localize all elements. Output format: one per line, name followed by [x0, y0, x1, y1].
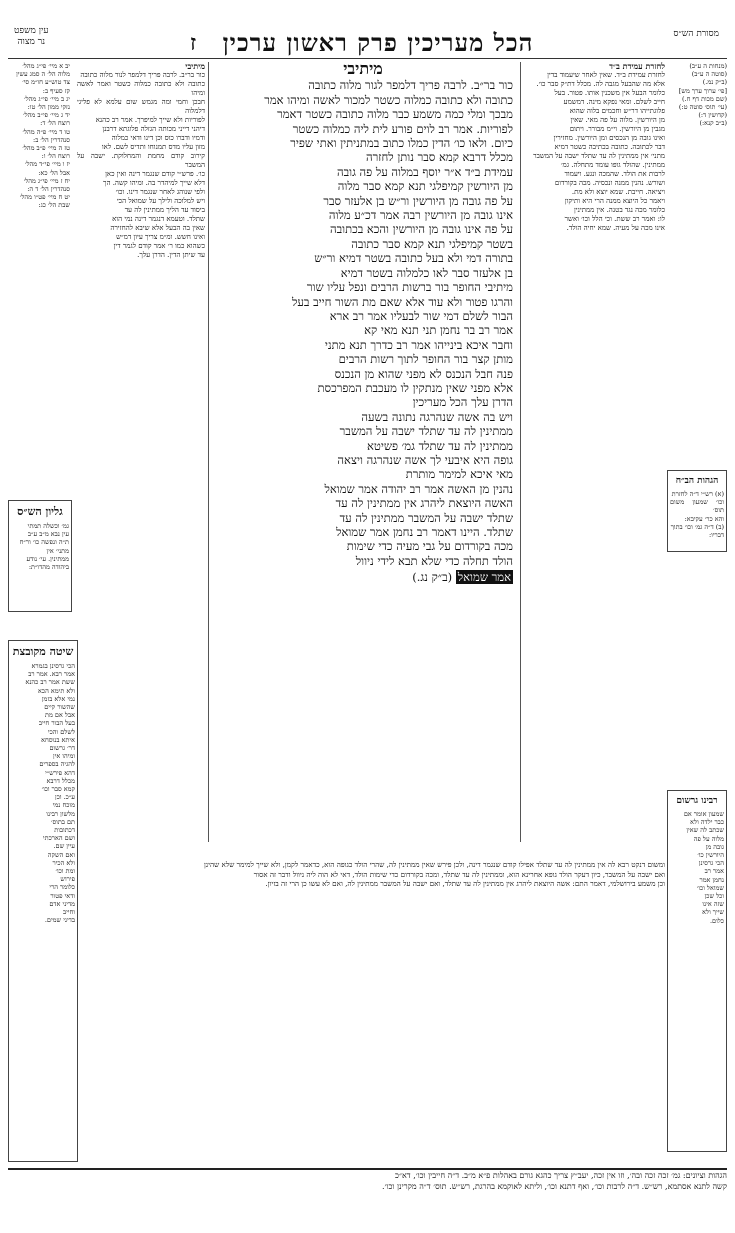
rabbenu-gershom-line: שזה אינו [702, 900, 724, 909]
gemara-line: מבכך ומלי כמה משמע כבר מלוה כתובה כשטר דאמר [277, 107, 513, 122]
gemara-line: בתורה דמי ולא בעל כתובה בשטר דמיא ור״ש [314, 251, 513, 266]
rabbenu-gershom-line: אמר רב [704, 867, 724, 876]
footnotes-text [8, 1170, 727, 1192]
shitah-line: פירוש [60, 875, 75, 884]
ein-mishpat-line: יב א מיי׳ פי״ג מהל׳ [22, 62, 70, 70]
haggahot-line: והא כר׳ עקיבא: [684, 514, 724, 523]
masoret-line: (קדושין ד:) [698, 111, 727, 120]
shitah-line: אמר רבא. אמר רב [28, 670, 75, 679]
gemara-line: ממתינין לה עד שתלד ישבה על המשבר [339, 424, 513, 439]
ein-mishpat-line: יג ב מיי׳ פי״ג מהל׳ [24, 94, 70, 103]
rashi-line: אינו מכה על מעיה. שמא יחיה הולד. [566, 224, 665, 232]
tosafot-line: חבכן וחמי ומה מגמש שום עלמא לא פליגי דלמלוה [77, 98, 205, 115]
ein-mishpat-line: אבל הל׳ כא: [38, 168, 70, 177]
shitah-line: הכי גרסינן בגמרא [31, 662, 75, 670]
gemara-line: הולד תחלה כדי שלא תבא לידי ניוול [355, 553, 513, 568]
rashi-line: ואינו גובה מן הנכסים ומן היורשין. מחזירין [553, 134, 665, 142]
masoret-line: [פי׳ ערוך ערך מש] [678, 86, 727, 95]
page-title: הכל מעריכין פרק ראשון ערכין [222, 28, 534, 57]
rashi-divider [520, 62, 521, 842]
shitah-line: ומת וכו׳ [55, 867, 75, 876]
rashi-line: מן היורשין. מלוה על פה מאי. שאין [570, 116, 665, 124]
masoret-line: (ב״ב קנא:) [699, 119, 727, 128]
tosafot-line: מזון עליו מדס תמנוחו ותדיס לשם. לאו [101, 143, 205, 151]
tosafot-line: כשהוא כמו ר׳ אמר קודם לגמר דין [113, 242, 205, 250]
gemara-line: גופה היא איבעי לך אשה שנהרגה ויצאה [337, 452, 513, 467]
rabbenu-gershom-line: כלום. [709, 916, 724, 925]
gemara-line: ממתינין לה עד שתלד גמ׳ פשיטא [366, 438, 513, 453]
ein-mishpat-line: יט ח מיי׳ פט״ו מהל׳ [19, 193, 70, 202]
rashi-column [525, 62, 665, 842]
haggahot-title: הגהות הב״ח [675, 476, 719, 486]
shitah-line: מכלל דרבא [46, 776, 75, 785]
rashi-line: לו: ואמר רב ששת. וכי הלל וכו׳ ואשר [564, 215, 665, 223]
footnote-line: קשה לתנא אסתמא, רש״ש. ד״ה לרבות וכו׳, ואף דתנא וכו׳, וליתא לאוקמא בהרגת, רש״ש. תוס׳ ד״ה מקרינן וכו׳. [382, 1182, 727, 1191]
haggahot-text [670, 490, 724, 539]
gemara-line: שתלד. היינו דאמר רב נחמן אמר שמואל [336, 525, 513, 539]
rabbenu-gershom-title: רבינו גרשום [676, 796, 718, 806]
gilyon-line: ביהודה מהדו״ת: [28, 563, 69, 572]
footnote-line: הגהות וציונים: גמ׳ זכה זכה ובה׳, וזו אין זכה, יעב״ץ צריך כהגא גורם באהלות פ״א מ״ב. ד״ה חייבין וכו׳, דא״כ [395, 1171, 727, 1180]
shitah-line: ששת אמר רב כהנא [25, 678, 75, 687]
shitah-line: ומיהו אין [53, 752, 75, 761]
gemara-ref: (ב״ק נג.) [412, 570, 453, 585]
rabbenu-gershom-line: שייך ולא [702, 908, 724, 917]
gilyon-line: גמ׳ וכשלה תמתי [27, 522, 69, 530]
tosafot-line: שאין בה הבעל אלא שיבא להחזירה [110, 224, 205, 232]
shitah-line: אבל אם מת [45, 711, 75, 720]
rabbenu-gershom-line: הכי גרסינן [698, 859, 724, 868]
shitah-line: וחייב [62, 908, 75, 917]
shitah-title: שיטה מקובצת [12, 645, 74, 658]
shitah-line: ולא הכיר [52, 858, 75, 867]
folio-number: ז [190, 30, 197, 56]
masoret-line: (מנחות ה ע״ב) [689, 62, 727, 70]
footnotes-box [8, 1168, 727, 1222]
rabbenu-gershom-line: שמעון אומר אם [683, 810, 724, 818]
rabbenu-gershom-text [670, 810, 724, 925]
gemara-line: שתלד ישבה על המשבר ממתינין לה עד [339, 510, 513, 525]
gemara-line: לפוריות. אמר רב לוים פורע לית ליה כמלוה כשטר [292, 121, 513, 136]
ein-mishpat-line: קז סעיף ב: [42, 86, 70, 95]
lower-commentary-line: ואם ישבה על המשבר, כיון דעקר הולד גופא אחרינא הוא, וממתינין לה עד שתלד, ומכה בקורדום כדי שימות הולד, דאי לא הוה ליה ניוול ודבר זה אסור [253, 869, 665, 879]
ein-mishpat-line: רוצח הל׳ ד: [40, 119, 70, 128]
gilyon-line: עין נבא מ״ב ע״ב [27, 530, 69, 539]
ein-mishpat-line: יח ז מיי׳ פי״ג מהל׳ [23, 176, 70, 185]
lower-commentary-line: ומשום דנקט רבא לה אין ממתינין לה עד שתלד אפילו קודם שנגמר דינה, ולכן פירש שאין ממתינין לה, שהרי הולד כגופה הוא, כדאמר לקמן, ולא שייך למימר שלא שהינן [203, 860, 665, 869]
rashi-line: לרבות את הולד. שהמכה ונגע. ויעמוד [564, 170, 665, 178]
tosafot-line: ואינו חשש. ומ״מ צריך עיון דמ״ש [116, 233, 205, 241]
gemara-line: מכה בקורדום על גבי מעיה כדי שימות [346, 539, 513, 554]
ein-mishpat-line: יז ו מיי׳ פי״ד מהל׳ [24, 160, 70, 169]
rashi-line: לחזרת עמידת ב״ד. שאין לאחר שיעמוד בדין [547, 71, 665, 79]
rashi-line: ממתינין. שהולד גופו עומד מתחלה. גמ׳ [560, 161, 665, 169]
haggahot-line: וכו׳ שמעון משום תוס׳ [670, 498, 724, 515]
gemara-line: אלא מפני שאין מנתקין לו מעכבת המפרכסת [317, 380, 513, 395]
shitah-line: כלומר הרי [49, 883, 75, 892]
haggahot-line: (א) רש״י ד״ה לחזרת [671, 490, 724, 498]
tosafot-line: דיהני דייני מכותה הגזלה פלוגתא דרבנן [102, 125, 205, 133]
haggahot-box [667, 470, 727, 552]
gemara-line: נהנין מן האשה אמר רב יהודה אמר שמואל [324, 481, 513, 496]
gemara-line: והרגו פטור ולא עוד אלא שאם מת השור חייב בעל [292, 294, 513, 309]
rashi-line: חייב לשלם. ומאי נפקא מינה. דמשמע [563, 98, 665, 106]
gemara-line: אינו גובה מן היורשין רבה אמר דכ״ע מלוה [328, 208, 513, 223]
gilyon-line: ת״ה ונפשה כו׳ ור״ח [19, 538, 69, 547]
gemara-column [213, 62, 513, 852]
gemara-line: ויש בה אשה שנהרגה נתונה בשעה [361, 409, 513, 424]
gemara-opening: מיתיבי [343, 62, 383, 78]
rashi-line: אלא מה שהבעל מגבה לה. מכלל דת״ק סבר כו׳. [536, 80, 665, 88]
lower-commentary-line: וכן משמע בירושלמי, דאמר התם: אשה היוצאת ליהרג אין ממתינין לה עד שתלד, ואם ישבה על המשבר ממתינין לה, ואם לא עשו כן הרי זה בזיון. [265, 879, 665, 889]
masoret-line: (שם מכות דף ח.) [682, 94, 727, 103]
rashi-line: ושורש. נהנין ממנה ונכסיה. מכה בקורדום [554, 179, 665, 187]
ein-mishpat-line: צד טוש״ע חו״מ סי׳ [22, 78, 70, 87]
masoret-line: (סוטה ה ע״ב) [691, 70, 727, 79]
gemara-line: בן אלעזר סבר לאו כלמלוה בשטר דמיא [340, 265, 513, 280]
shitah-line: ושם הארכתי [42, 834, 75, 843]
shitah-line: ודאי פטור [50, 891, 75, 900]
tosafot-line: קירוב קודם מחמת והמחלוקת. ישבה על המשבר [77, 152, 205, 169]
rashi-line: כלומר הבעל אין משכנין אותו. פטור. בעל [554, 89, 665, 97]
gemara-line: עמידת ב״ד א״ר יוסף במלוה על פה גובה [336, 164, 513, 179]
gemara-line: וחבר איכא בינייהו אמר רב כדרך תנא מתני [324, 337, 513, 352]
rashi-line: דבר לכתובה. כתובה בכתיבה כשטר דמיא [554, 143, 665, 151]
tosafot-line: שתלד. וטעמא דנגמר דינה נמי הוא [112, 215, 205, 223]
rabbenu-gershom-line: מלוה על פה [693, 834, 724, 843]
gemara-line: אמר רב בר נחמן תני תנא מאי קא [364, 323, 513, 338]
gilyon-title: גליון הש״ס [17, 505, 63, 518]
ein-mishpat-line: סנהדרין הל׳ ד ה: [27, 185, 70, 194]
tosafot-column [77, 62, 205, 842]
shitah-line: להגיה בספרים [39, 760, 75, 769]
ein-mishpat-line: נזקי ממון הל׳ טו: [27, 103, 70, 112]
gemara-lines [213, 78, 513, 568]
gemara-line: האשה היוצאת ליהרג אין ממתינין לה עד [335, 496, 513, 511]
rashi-line: כלומר מכה נגד בטנה. אין ממתינין [574, 206, 665, 214]
rashi-line: ויאמר כל היוצא ממנה הרי היא ותיקון [564, 197, 665, 205]
gemara-line: על פה גובה מן היורשין ור״ש בן אלעזר סבר [323, 193, 513, 208]
shitah-line: ולא תימא הכא [38, 686, 75, 695]
tosafot-line: ויש למלוכה ולילך על שמואל הכי [116, 197, 205, 205]
shitah-box [8, 640, 78, 1162]
gemara-highlight: אמר שמואל [457, 570, 511, 585]
rabbenu-gershom-box [667, 790, 727, 1152]
gemara-line: הבור לשלם דמי שור לבעליו אמר רב ארא [329, 308, 513, 323]
shitah-line: מדיני אדם [49, 899, 75, 908]
shitah-line: תם בתוס׳ [50, 817, 75, 826]
haggahot-line: דבריו: [708, 531, 724, 540]
masoret-column [669, 62, 727, 835]
tosafot-line: כור בר״ב. לרבה פריך דלמפר לנור מלוה כתובה [80, 71, 205, 79]
gemara-line: פנה חבל הנכנס לא מפני שהוא מן הנכנס [334, 366, 513, 381]
tosafot-divider [208, 62, 209, 842]
rabbenu-gershom-line: כבר ילדה ולא [690, 818, 724, 827]
tosafot-line: לפוריות ולא שייך למיפרך. אמר רב כהנא [95, 116, 205, 124]
rabbenu-gershom-line: היורשין כו׳ [697, 851, 724, 860]
shitah-line: דכתובות [54, 826, 75, 835]
shitah-line: עיין שם. [53, 842, 75, 851]
gemara-line: כתובה ולא כתובה כמלוה כשטר למכור לאשה ומיהו אמר [264, 92, 513, 107]
tosafot-line: ולפי שנוהג לאחר שנגמר דינו. וכו׳ [115, 188, 205, 196]
shitah-line: ואם השקה [47, 850, 75, 859]
gemara-line: מיתיבי החופר בור ברשות הרבים ונפל עליו שור [306, 280, 513, 295]
rashi-line: מגבין מן היורשין. וי״מ מבורר. ויתום [569, 125, 665, 133]
lower-commentary [82, 860, 665, 1160]
rabbenu-gershom-line: נחמן אמר [699, 875, 724, 884]
masoret-line: (עי׳ תוס׳ סוטה ט:) [678, 103, 727, 112]
shitah-line: ע״כ. וכן [55, 793, 75, 802]
gemara-line: בשטר קמיפלגי תנא קמא סבר כתובה [351, 236, 513, 251]
ein-mishpat-column [8, 62, 70, 482]
masoret-header-label: מסורת הש״ס [673, 29, 719, 39]
tosafot-line: ביסוד עד הליך ממתינין לה עד [124, 206, 205, 214]
rabbenu-gershom-line: שמואל וכו׳ [696, 883, 724, 892]
page-header [8, 18, 727, 58]
rashi-lines [525, 71, 665, 233]
shitah-line: שהשור קיים [44, 703, 75, 712]
ein-mishpat-line: יד ג מיי׳ פי״ב מהל׳ [23, 111, 70, 120]
gilyon-line: ממתינין. עי׳ נודע [26, 554, 69, 563]
gemara-line: על פה אינו גובה מן היורשין והכא בכתובה [329, 222, 513, 237]
gemara-line: הדרן עלך הכל מעריכין [412, 395, 513, 410]
rashi-line: פלוגתייהו דר״ש וחכמים בלוה שהוא [569, 107, 665, 115]
tosafot-opening: מיתיבי [185, 62, 205, 71]
ein-mishpat-header-label: עין משפט נר מצוה [14, 26, 49, 47]
gilyon-text [11, 522, 69, 571]
header-rule [8, 58, 727, 59]
shitah-line: בדיני שמים. [44, 916, 75, 925]
shitah-line: נמי אלא בזמן [41, 694, 75, 703]
gemara-line: מן היורשין קמיפלגי תנא קמא סבר מלוה [337, 179, 513, 194]
rashi-line: מתני׳ אין ממתינין לה עד שתלד ישבה על המשבר [533, 152, 665, 160]
shitah-line: מוכח נמי [52, 801, 75, 810]
gilyon-line: מתני׳ אין [46, 546, 69, 555]
gemara-line: מותן קצר בור החופר לתוך רשות הרבים [338, 352, 513, 367]
ein-mishpat-line: טז ה מיי׳ פ״ב מהל׳ [22, 144, 70, 153]
tosafot-line: ודמיו ודברו כוס וכן דינו ודאי כמלוה [111, 134, 205, 142]
tosafot-lines [77, 71, 205, 260]
shitah-line: קמא סבר וכו׳ [41, 785, 75, 794]
tosafot-line: עד שיתן הדין. הדרן עלך. [137, 251, 205, 259]
haggahot-line: (ב) ד״ה גמ׳ וכו׳ בתוך [670, 522, 724, 531]
ein-mishpat-line: מלוה הל׳ ה סמג עשין [16, 70, 70, 79]
rashi-line: ויציאה. חייבת. שמא יוצא ולא מת. [571, 188, 665, 196]
gemara-line: כיום. ולאו כו׳ הדין כמלו כתוב במתניתין ואתי שפיר [290, 136, 513, 151]
ein-mishpat-line: טו ד מיי׳ פ״ה מהל׳ [22, 127, 70, 136]
ein-mishpat-line: שבת הל׳ כג: [38, 201, 70, 210]
shitah-line: דהא פירש״י [45, 768, 75, 777]
ein-mishpat-line: סנהדרין הל׳ ב: [33, 135, 70, 144]
rabbenu-gershom-line: וכל שכן [704, 892, 724, 901]
rabbenu-gershom-line: גובה מן [705, 842, 724, 851]
ein-mishpat-line: רוצח הל׳ ו: [41, 152, 70, 161]
gemara-line: כור בר״ב. לרבה פריך דלמפר לגור מלוה כתובה [308, 78, 513, 93]
shitah-line: דר׳ גרשום [49, 744, 75, 753]
shitah-line: לשלם והכי [47, 727, 75, 736]
gemara-line: מכלל דרבא קמא סבר נותן לחזרה [366, 150, 513, 165]
gemara-line: מאי איכא למימר מותרת [405, 467, 513, 482]
tosafot-line: כו׳. פרש״י קודם שנגמר דינה ואין כאן [105, 170, 205, 178]
masoret-line: (ב״ק נמ.) [702, 78, 727, 87]
gilyon-box [8, 500, 72, 612]
shitah-line: מלשון רבינו [46, 809, 75, 818]
rashi-opening: לחזרת עמידת ב״ד [609, 62, 665, 71]
rabbenu-gershom-line: שכתב לה שאין [686, 826, 724, 835]
shitah-line: בעל הבור חייב [38, 719, 75, 728]
tosafot-line: כתובה ולא כתובה כמלוה כשטר ואמר לאשה ומיהו [77, 80, 205, 97]
tosafot-line: דלא שייך למיהדר בה. ומיהו קשה. הך [103, 179, 205, 187]
shitah-line: איתא בנוסחא [41, 735, 75, 744]
shitah-text [11, 662, 75, 925]
